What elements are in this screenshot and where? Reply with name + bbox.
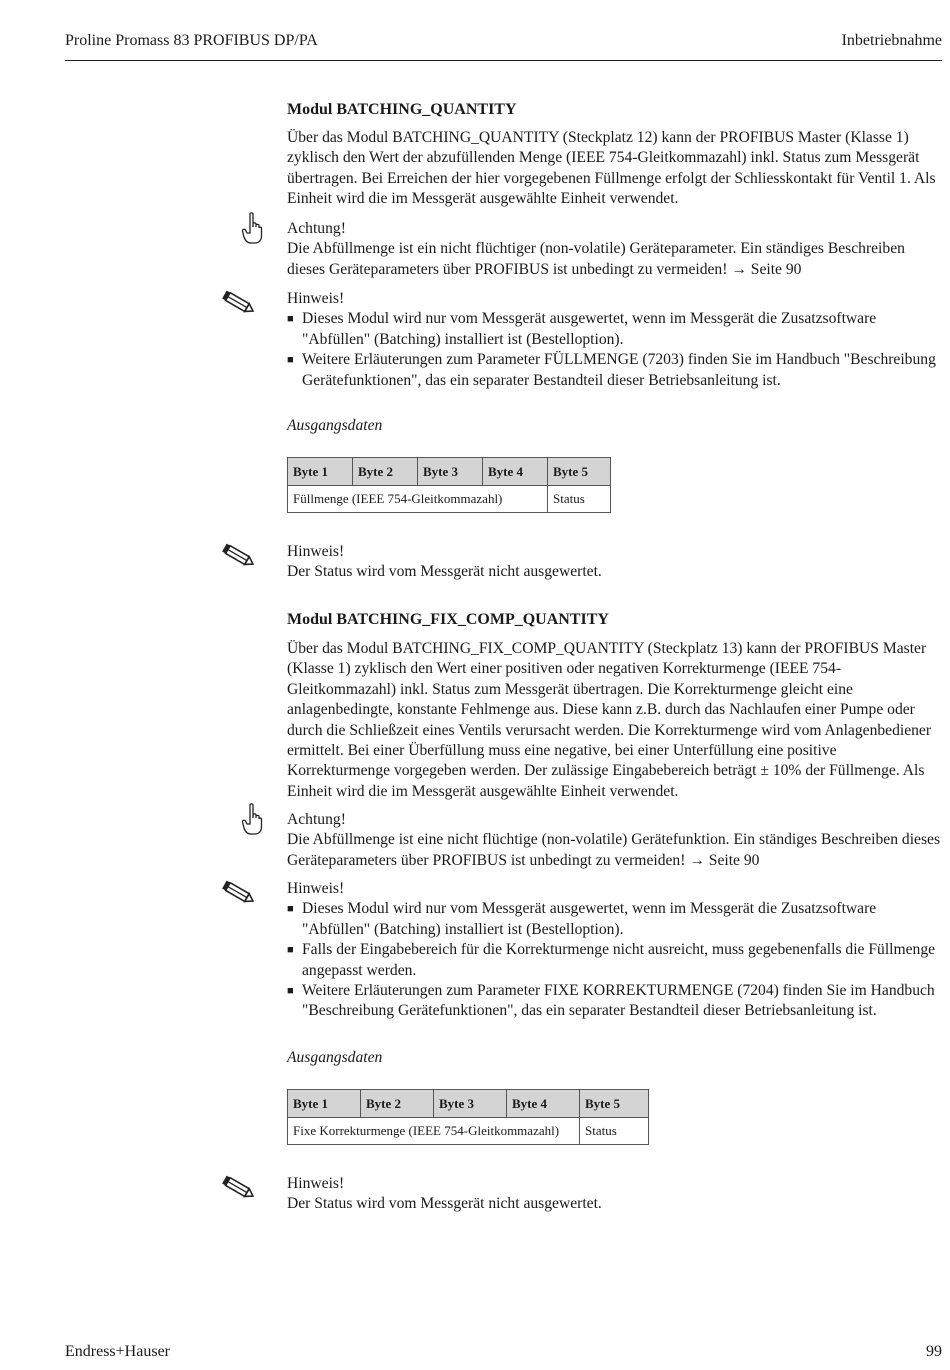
section1-note2	[287, 542, 942, 583]
table-cell: Status	[580, 1118, 649, 1145]
section2-note2-text: Der Status wird vom Messgerät nicht ausgewertet.	[287, 1195, 602, 1213]
section2-note	[287, 879, 942, 1022]
table-cell: Füllmenge (IEEE 754-Gleitkommazahl)	[288, 486, 548, 513]
table-cell: Status	[548, 486, 611, 513]
section1-caution-label: Achtung!	[287, 220, 346, 237]
section1-intro-text: Über das Modul BATCHING_QUANTITY (Steckplatz 12) kann der PROFIBUS Master (Klasse 1) zyklisch den Wert der abzufüllenden Menge (IEEE 754-Gleitkommazahl) inkl. Status zum Messgerät übertragen. Bei Erreichen der hier vorgegebenen Füllmenge erfolgt der Schliesskontakt für Ventil 1. Als Einheit wird die im Messgerät ausgewählte Einheit verwendet.	[287, 129, 936, 208]
list-item: ■ Dieses Modul wird nur vom Messgerät ausgewertet, wenn im Messgerät die Zusatzsoftware "Abfüllen" (Batching) installiert ist (Bestelloption).	[287, 899, 942, 940]
section2-caution-label: Achtung!	[287, 811, 346, 828]
table-header-cell: Byte 5	[580, 1090, 649, 1118]
table-header-cell: Byte 4	[483, 458, 548, 486]
table-header-cell: Byte 2	[361, 1090, 434, 1118]
section2-intro-text: Über das Modul BATCHING_FIX_COMP_QUANTITY (Steckplatz 13) kann der PROFIBUS Master (Klasse 1) zyklisch den Wert einer positiven oder negativen Korrekturmenge (IEEE 754-Gleitkommazahl) inkl. Status zum Messgerät übertragen. Die Korrekturmenge gleicht eine anlagenbedingte, konstante Fehlmenge aus. Diese kann z.B. durch das Nachlaufen einer Pumpe oder durch die Schließzeit eines Ventils verursacht werden. Die Korrekturmenge wird vom Anlagenbediener ermittelt. Bei einer Überfüllung muss eine negative, bei einer Unterfüllung eine positive Korrekturmenge vorgegeben werden. Der zulässige Eingabebereich beträgt ± 10% der Füllmenge. Als Einheit wird die im Messgerät ausgewählte Einheit verwendet.	[287, 640, 932, 800]
section1-note	[287, 289, 942, 391]
header-section: Inbetriebnahme	[841, 32, 942, 49]
pointing-hand-icon	[241, 212, 263, 246]
table-header-cell: Byte 1	[288, 1090, 361, 1118]
pointing-hand-icon	[241, 803, 263, 837]
section1-caution	[287, 219, 942, 280]
section2-caution	[287, 810, 942, 871]
section2-title: Modul BATCHING_FIX_COMP_QUANTITY	[287, 611, 609, 628]
header-title: Proline Promass 83 PROFIBUS DP/PA	[65, 32, 318, 49]
pencil-icon	[220, 1175, 256, 1201]
section1-note2-label: Hinweis!	[287, 543, 345, 560]
section2-note2-label: Hinweis!	[287, 1175, 345, 1192]
section1-intro	[287, 128, 942, 210]
list-item: ■ Weitere Erläuterungen zum Parameter FIXE KORREKTURMENGE (7204) finden Sie im Handbuch "Beschreibung Gerätefunktionen", das ein separater Bestandteil dieser Betriebsanleitung ist.	[287, 981, 942, 1022]
section1-title: Modul BATCHING_QUANTITY	[287, 101, 517, 118]
pencil-icon	[220, 543, 256, 569]
pencil-icon	[220, 290, 256, 316]
section1-note-label: Hinweis!	[287, 290, 345, 307]
section1-output-table	[287, 457, 611, 513]
list-item: ■ Dieses Modul wird nur vom Messgerät ausgewertet, wenn im Messgerät die Zusatzsoftware "Abfüllen" (Batching) installiert ist (Bestelloption).	[287, 309, 942, 350]
section2-output-table	[287, 1089, 649, 1145]
section2-table-caption: Ausgangsdaten	[287, 1049, 383, 1066]
pencil-icon	[220, 880, 256, 906]
section1-note2-text: Der Status wird vom Messgerät nicht ausgewertet.	[287, 563, 602, 581]
list-item: ■ Weitere Erläuterungen zum Parameter FÜLLMENGE (7203) finden Sie im Handbuch "Beschreibung Gerätefunktionen", das ein separater Bestandteil dieser Betriebsanleitung ist.	[287, 350, 942, 391]
list-item: ■ Falls der Eingabebereich für die Korrekturmenge nicht ausreicht, muss gegebenenfalls die Füllmenge angepasst werden.	[287, 940, 942, 981]
table-header-cell: Byte 5	[548, 458, 611, 486]
table-cell: Fixe Korrekturmenge (IEEE 754-Gleitkommazahl)	[288, 1118, 580, 1145]
page-number: 99	[926, 1343, 942, 1360]
table-header-cell: Byte 3	[434, 1090, 507, 1118]
section1-caution-text: Die Abfüllmenge ist ein nicht flüchtiger (non-volatile) Geräteparameter. Ein ständiges Beschreiben dieses Geräteparameters über PROFIBUS ist unbedingt zu vermeiden! → Seite 90	[287, 240, 905, 278]
table-header-row	[288, 1090, 649, 1118]
section1-note-list	[287, 309, 942, 391]
section2-note-list	[287, 899, 942, 1021]
section2-intro	[287, 639, 942, 802]
table-header-cell: Byte 3	[418, 458, 483, 486]
section2-note2	[287, 1174, 942, 1215]
section2-note-label: Hinweis!	[287, 880, 345, 897]
table-row	[288, 1118, 649, 1145]
header-rule	[65, 60, 942, 61]
table-header-cell: Byte 2	[353, 458, 418, 486]
section1-table-caption: Ausgangsdaten	[287, 417, 383, 434]
section2-caution-text: Die Abfüllmenge ist eine nicht flüchtige (non-volatile) Gerätefunktion. Ein ständiges Beschreiben dieses Geräteparameters über PROFIBUS ist unbedingt zu vermeiden! → Seite 90	[287, 831, 941, 869]
table-header-cell: Byte 1	[288, 458, 353, 486]
table-header-cell: Byte 4	[507, 1090, 580, 1118]
table-row	[288, 486, 611, 513]
table-header-row	[288, 458, 611, 486]
footer-brand: Endress+Hauser	[65, 1343, 170, 1360]
